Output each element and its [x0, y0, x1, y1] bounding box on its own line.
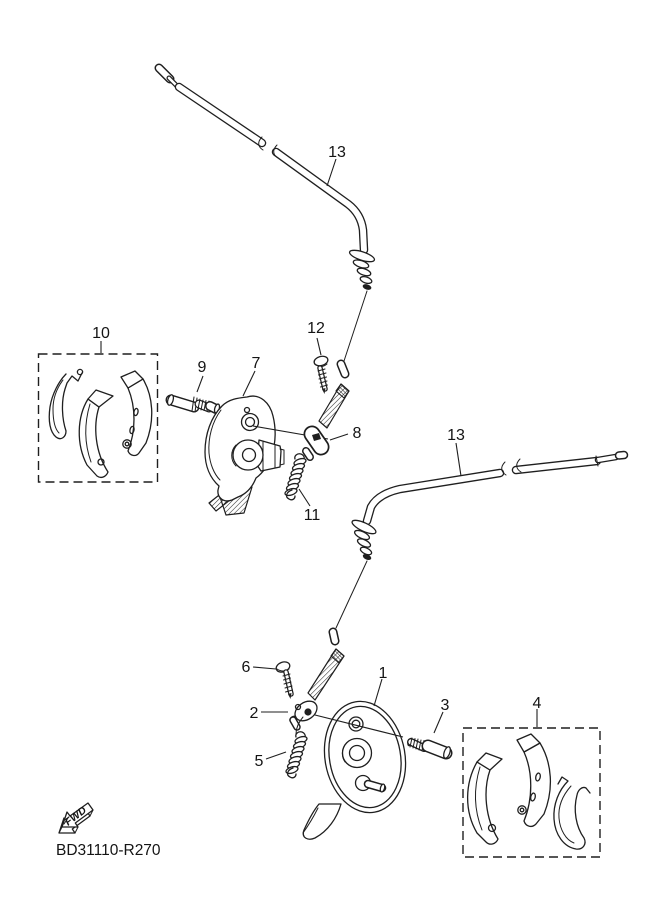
cable-adjuster-upper: [166, 394, 220, 413]
cable-adjuster-lower: [407, 738, 452, 759]
drawing-code: BD31110-R270: [56, 842, 161, 859]
part-label-9: 9: [197, 359, 207, 376]
brake-assembly-lower: [275, 649, 452, 839]
part-label-13-right: 13: [447, 427, 465, 444]
brake-shoe-upper-right: [121, 371, 152, 455]
part-label-10: 10: [92, 325, 110, 342]
brake-backing-plate-upper: [205, 396, 284, 515]
part-label-5: 5: [254, 753, 264, 770]
brake-cable-top: [159, 68, 376, 374]
leader-lines: [101, 159, 537, 759]
brake-shoe-lower-left: [468, 753, 502, 844]
plate-foot-lower: [303, 804, 341, 839]
shoe-kit-lower-box: [463, 728, 600, 857]
brake-backing-plate-lower: [316, 695, 414, 819]
part-label-12: 12: [307, 320, 325, 337]
fwd-arrow-label: FWD: [62, 804, 89, 829]
brake-cable-right: [333, 455, 624, 641]
part-label-6: 6: [241, 659, 251, 676]
brake-spring-lower: [285, 732, 308, 778]
part-label-11: 11: [303, 507, 321, 524]
brake-cam-lever-upper: [306, 384, 349, 457]
part-label-7: 7: [251, 355, 261, 372]
shoe-spring-clip-upper: [49, 369, 82, 438]
part-label-13-top: 13: [328, 144, 346, 161]
part-label-8: 8: [352, 425, 362, 442]
part-label-2: 2: [249, 705, 259, 722]
brake-spring-upper: [284, 454, 307, 500]
brake-shoe-upper-left: [79, 390, 113, 477]
screw-lower: [275, 660, 293, 699]
part-label-1: 1: [378, 665, 388, 682]
screw-upper: [313, 355, 329, 394]
part-label-3: 3: [440, 697, 450, 714]
shoe-spring-clip-lower: [554, 777, 590, 849]
fwd-direction-arrow: [59, 803, 93, 833]
brake-shoe-lower-right: [517, 734, 550, 826]
shoe-kit-upper-box: [39, 354, 158, 482]
part-label-4: 4: [532, 695, 542, 712]
